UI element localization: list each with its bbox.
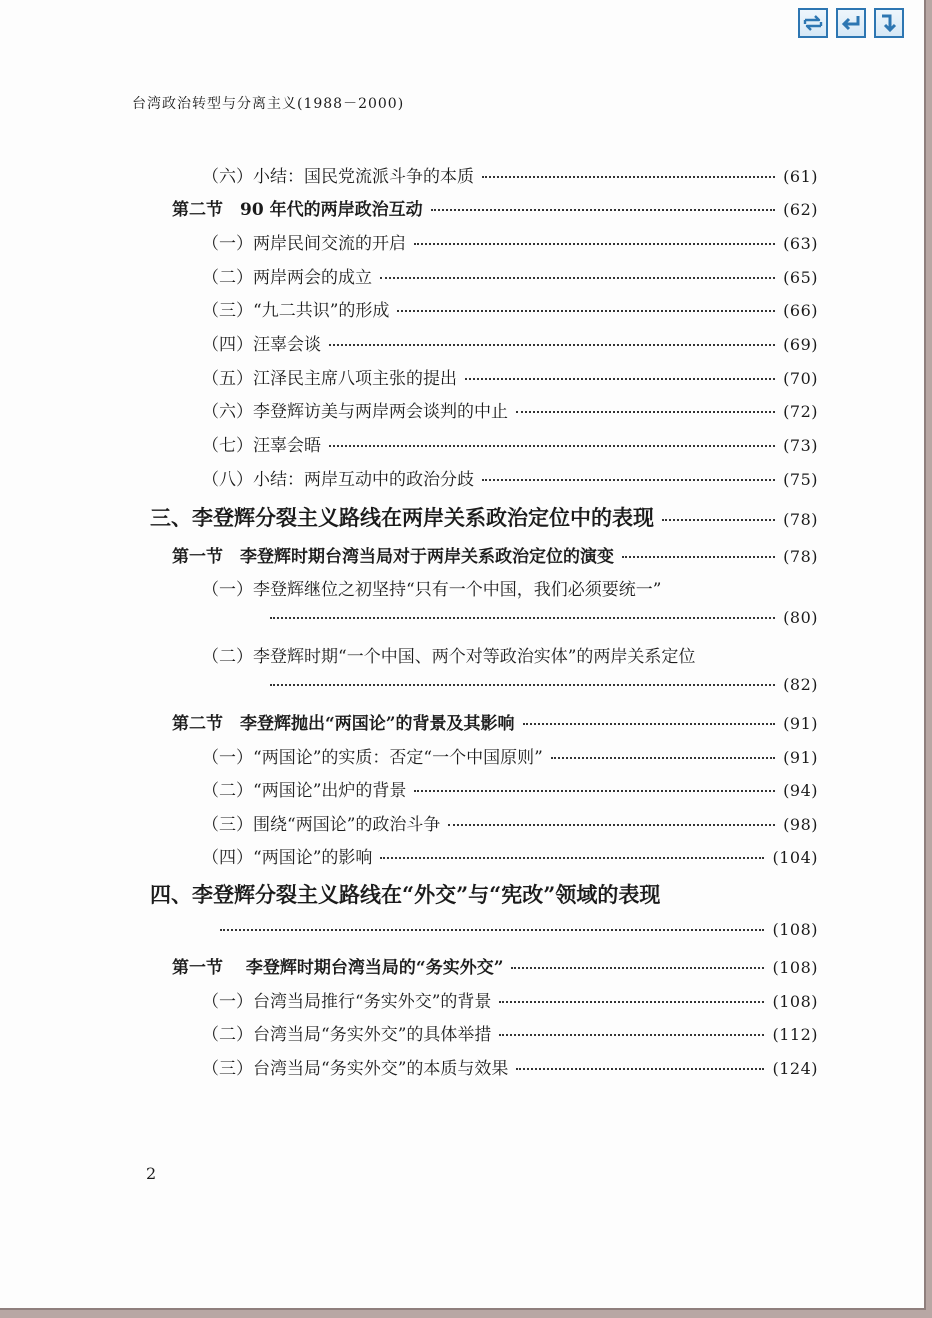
toc-page-number: (124)	[772, 1059, 818, 1078]
page-number: 2	[146, 1164, 157, 1183]
toc-page-number: (91)	[783, 714, 818, 733]
toc-entry-title: （四）“两国论”的影响	[202, 848, 373, 868]
toc-entry[interactable]	[202, 776, 818, 801]
toc-leader-dots	[270, 617, 775, 619]
toc-entry[interactable]	[202, 843, 818, 868]
toc-entry[interactable]	[172, 542, 818, 567]
toc-entry-title: （六）小结：国民党流派斗争的本质	[202, 167, 474, 187]
toc-leader-dots	[511, 967, 764, 969]
toc-page-number: (62)	[783, 200, 818, 219]
toc-page-number: (108)	[772, 958, 818, 977]
toc-entry-title: （四）汪辜会谈	[202, 335, 321, 355]
toc-entry-title: 第一节 李登辉时期台湾当局对于两岸关系政治定位的演变	[172, 547, 614, 567]
toc-page-number: (70)	[783, 369, 818, 388]
toc-entry-line1[interactable]	[202, 575, 818, 600]
toc-entry-line1[interactable]	[202, 642, 818, 667]
toc-page-number: (66)	[783, 301, 818, 320]
back-button[interactable]	[836, 8, 866, 38]
swap-view-button[interactable]	[798, 8, 828, 38]
toc-entry-title: 第二节 李登辉抛出“两国论”的背景及其影响	[172, 714, 515, 734]
toc-entry[interactable]	[202, 987, 818, 1012]
toc-entry-title: 四、李登辉分裂主义路线在“外交”与“宪改”领域的表现	[150, 882, 661, 907]
toc-leader-dots	[414, 790, 775, 792]
toc-entry-title: （一）两岸民间交流的开启	[202, 234, 406, 254]
toc-entry-title: （三）台湾当局“务实外交”的本质与效果	[202, 1059, 509, 1079]
toc-leader-dots	[622, 556, 775, 558]
toc-entry[interactable]	[202, 431, 818, 456]
toc-leader-dots	[465, 378, 775, 380]
return-left-icon	[840, 12, 862, 34]
toc-leader-dots	[516, 1068, 764, 1070]
toc-leader-dots	[482, 176, 775, 178]
toc-entry-title: （八）小结：两岸互动中的政治分歧	[202, 470, 474, 490]
toc-page-number: (75)	[783, 470, 818, 489]
toc-chapter-line1[interactable]	[150, 879, 818, 909]
toc-entry[interactable]	[202, 810, 818, 835]
forward-button[interactable]	[874, 8, 904, 38]
toc-entry-title: （三）围绕“两国论”的政治斗争	[202, 815, 441, 835]
toc-page-number: (63)	[783, 234, 818, 253]
toc-entry[interactable]	[202, 229, 818, 254]
return-down-icon	[878, 12, 900, 34]
toc-entry-title: （六）李登辉访美与两岸两会谈判的中止	[202, 402, 508, 422]
toc-leader-dots	[397, 310, 775, 312]
toc-page-number: (104)	[772, 848, 818, 867]
toc-entry-title: 三、李登辉分裂主义路线在两岸关系政治定位中的表现	[150, 505, 654, 530]
toc-entry-title: （一）“两国论”的实质：否定“一个中国原则”	[202, 748, 543, 768]
toc-entry[interactable]	[202, 1020, 818, 1045]
toc-leader-dots	[516, 411, 775, 413]
toc-entry[interactable]	[202, 296, 818, 321]
toc-page-number: (61)	[783, 167, 818, 186]
toc-entry-title: （二）两岸两会的成立	[202, 268, 372, 288]
toc-entry[interactable]	[202, 330, 818, 355]
toc-leader-dots	[380, 857, 764, 859]
toc-page-number: (98)	[783, 815, 818, 834]
toc-entry-title: （二）“两国论”出炉的背景	[202, 781, 407, 801]
toc-page-number: (91)	[783, 748, 818, 767]
toc-page-number: (73)	[783, 436, 818, 455]
toc-entry[interactable]	[202, 397, 818, 422]
toc-entry-title: （二）李登辉时期“一个中国、两个对等政治实体”的两岸关系定位	[202, 647, 696, 667]
toc-entry[interactable]	[172, 709, 818, 734]
toc-page-number: (108)	[772, 920, 818, 939]
toc-leader-dots	[499, 1001, 764, 1003]
toc-entry[interactable]	[202, 465, 818, 490]
toc-entry[interactable]	[202, 162, 818, 187]
toc-entry-title: （五）江泽民主席八项主张的提出	[202, 369, 457, 389]
toc-leader-dots	[448, 824, 775, 826]
toc-page-number: (78)	[783, 510, 818, 529]
toc-entry-title: （七）汪辜会晤	[202, 436, 321, 456]
toc-entry-line2[interactable]	[270, 608, 818, 627]
toc-leader-dots	[482, 479, 775, 481]
toc-chapter[interactable]	[150, 502, 818, 532]
toc-entry-title: （三）“九二共识”的形成	[202, 301, 390, 321]
toc-leader-dots	[523, 723, 776, 725]
page-navigation	[798, 8, 904, 38]
toc-page-number: (72)	[783, 402, 818, 421]
toc-page-number: (112)	[772, 1025, 818, 1044]
toc-leader-dots	[220, 929, 764, 931]
toc-chapter-line2[interactable]	[220, 920, 818, 939]
toc-entry[interactable]	[202, 743, 818, 768]
toc-leader-dots	[270, 684, 775, 686]
toc-page-number: (82)	[783, 675, 818, 694]
toc-page-number: (108)	[772, 992, 818, 1011]
toc-page-number: (80)	[783, 608, 818, 627]
toc-entry-title: （一）李登辉继位之初坚持“只有一个中国，我们必须要统一”	[202, 580, 662, 600]
toc-leader-dots	[662, 519, 775, 521]
toc-leader-dots	[329, 445, 775, 447]
toc-entry[interactable]	[202, 263, 818, 288]
toc-page-number: (94)	[783, 781, 818, 800]
toc-entry[interactable]	[172, 195, 818, 220]
toc-leader-dots	[551, 757, 775, 759]
toc-page-number: (69)	[783, 335, 818, 354]
toc-entry[interactable]	[172, 953, 818, 978]
swap-arrows-icon	[802, 13, 824, 33]
toc-leader-dots	[329, 344, 775, 346]
toc-entry-title: 第二节 90 年代的两岸政治互动	[172, 200, 423, 220]
toc-leader-dots	[380, 277, 775, 279]
toc-leader-dots	[414, 243, 775, 245]
toc-entry[interactable]	[202, 364, 818, 389]
running-header: 台湾政治转型与分离主义(1988－2000)	[132, 96, 405, 112]
toc-page-number: (65)	[783, 268, 818, 287]
toc-leader-dots	[431, 209, 776, 211]
toc-entry-title: 第一节 李登辉时期台湾当局的“务实外交”	[172, 958, 504, 978]
toc-entry-line2[interactable]	[270, 675, 818, 694]
toc-entry-title: （一）台湾当局推行“务实外交”的背景	[202, 992, 492, 1012]
toc-entry-title: （二）台湾当局“务实外交”的具体举措	[202, 1025, 492, 1045]
toc-page-number: (78)	[783, 547, 818, 566]
toc-leader-dots	[499, 1034, 764, 1036]
toc-entry[interactable]	[202, 1054, 818, 1079]
